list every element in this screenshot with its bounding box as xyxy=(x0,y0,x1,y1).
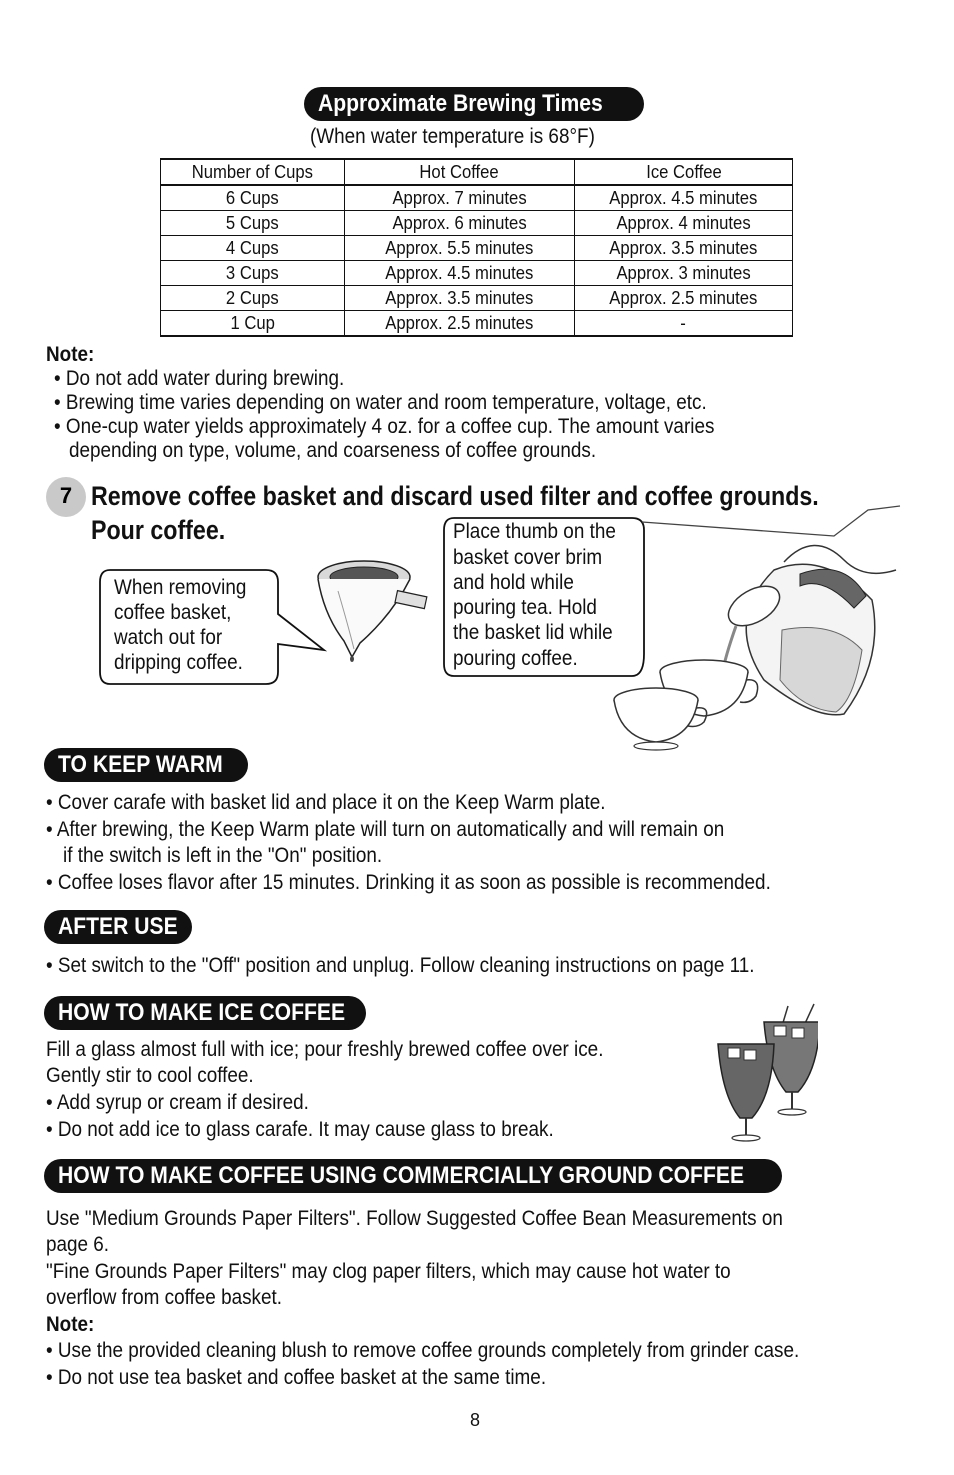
ice-coffee-heading xyxy=(44,996,366,1030)
commercial-line: Use "Medium Grounds Paper Filters". Follow Suggested Coffee Bean Measurements on xyxy=(46,1207,783,1230)
callout-left-line: dripping coffee. xyxy=(114,651,243,674)
table-header-row xyxy=(161,159,793,185)
brewing-times-table xyxy=(160,158,793,337)
brewing-times-title xyxy=(304,87,644,121)
commercial-line: overflow from coffee basket. xyxy=(46,1286,283,1309)
cell-cups: 3 Cups xyxy=(226,262,279,283)
ice-coffee-line: Gently stir to cool coffee. xyxy=(46,1064,254,1087)
note-item: • Brewing time varies depending on water and room temperature, voltage, etc. xyxy=(54,391,707,414)
note-item: depending on type, volume, and coarseness of coffee grounds. xyxy=(69,439,597,462)
keep-warm-line: if the switch is left in the "On" position. xyxy=(63,844,383,867)
callout-left-line: watch out for xyxy=(114,626,223,649)
after-use-line: • Set switch to the "Off" position and unplug. Follow cleaning instructions on page 11. xyxy=(46,954,755,977)
commercial-line: page 6. xyxy=(46,1233,110,1256)
after-use-heading xyxy=(44,910,192,944)
keep-warm-line: • After brewing, the Keep Warm plate will turn on automatically and will remain on xyxy=(46,818,725,841)
cell-hot: Approx. 4.5 minutes xyxy=(385,262,534,283)
table-row xyxy=(161,185,793,211)
callout-right-line: the basket lid while xyxy=(453,621,613,644)
table-row xyxy=(161,261,793,286)
ice-coffee-line: Fill a glass almost full with ice; pour freshly brewed coffee over ice. xyxy=(46,1038,604,1061)
cell-hot: Approx. 3.5 minutes xyxy=(385,287,534,308)
cell-ice: Approx. 3.5 minutes xyxy=(609,237,758,258)
cell-cups: 5 Cups xyxy=(226,212,279,233)
iced-coffee-glasses-illustration xyxy=(714,1000,818,1144)
note-item: • Do not add water during brewing. xyxy=(54,367,345,390)
table-row xyxy=(161,311,793,337)
pouring-carafe-illustration xyxy=(604,500,904,752)
step7-heading-line1: Remove coffee basket and discard used filter and coffee grounds. xyxy=(91,481,819,511)
brewing-title-text: Approximate Brewing Times xyxy=(318,90,603,117)
cell-hot: Approx. 7 minutes xyxy=(392,187,527,208)
callout-right-line: Place thumb on the xyxy=(453,520,616,543)
note-label: Note: xyxy=(46,343,95,366)
callout-right-line: pouring tea. Hold xyxy=(453,596,597,619)
callout-left-line: coffee basket, xyxy=(114,601,232,624)
ice-coffee-line: • Add syrup or cream if desired. xyxy=(46,1091,309,1114)
commercial-note: • Use the provided cleaning blush to remove coffee grounds completely from grinder case. xyxy=(46,1339,800,1362)
note-item: • One-cup water yields approximately 4 oz. for a coffee cup. The amount varies xyxy=(54,415,715,438)
commercial-coffee-heading xyxy=(44,1159,782,1193)
commercial-note-label: Note: xyxy=(46,1313,95,1336)
callout-right-line: pouring coffee. xyxy=(453,647,578,670)
cell-cups: 2 Cups xyxy=(226,287,279,308)
header-ice: Ice Coffee xyxy=(645,161,722,182)
ice-coffee-line: • Do not add ice to glass carafe. It may cause glass to break. xyxy=(46,1118,554,1141)
table-row xyxy=(161,236,793,261)
table-row xyxy=(161,286,793,311)
keep-warm-heading xyxy=(44,748,248,782)
cell-hot: Approx. 6 minutes xyxy=(392,212,527,233)
cell-ice: Approx. 4 minutes xyxy=(616,212,751,233)
cell-hot: Approx. 2.5 minutes xyxy=(385,312,534,333)
cell-cups: 4 Cups xyxy=(226,237,279,258)
cell-hot: Approx. 5.5 minutes xyxy=(385,237,534,258)
after-use-title-text: AFTER USE xyxy=(58,913,178,940)
keep-warm-title-text: TO KEEP WARM xyxy=(58,751,223,778)
header-cups: Number of Cups xyxy=(191,161,314,182)
commercial-title-text: HOW TO MAKE COFFEE USING COMMERCIALLY GROUND COFFEE xyxy=(58,1162,745,1189)
ice-coffee-title-text: HOW TO MAKE ICE COFFEE xyxy=(58,999,346,1026)
callout-right-line: basket cover brim xyxy=(453,546,603,569)
page-number: 8 xyxy=(470,1410,481,1430)
cell-ice: - xyxy=(680,312,687,333)
coffee-basket-illustration xyxy=(308,545,434,665)
table-row xyxy=(161,211,793,236)
cell-ice: Approx. 4.5 minutes xyxy=(609,187,758,208)
callout-right-line: and hold while xyxy=(453,571,574,594)
cell-cups: 6 Cups xyxy=(226,187,279,208)
callout-left-line: When removing xyxy=(114,576,247,599)
step-number-badge: 7 xyxy=(46,477,86,517)
step7-heading-line2: Pour coffee. xyxy=(91,515,226,545)
cell-ice: Approx. 2.5 minutes xyxy=(609,287,758,308)
commercial-line: "Fine Grounds Paper Filters" may clog paper filters, which may cause hot water to xyxy=(46,1260,731,1283)
header-hot: Hot Coffee xyxy=(419,161,500,182)
brewing-subtitle: (When water temperature is 68°F) xyxy=(310,125,595,148)
cell-cups: 1 Cup xyxy=(230,312,275,333)
commercial-note: • Do not use tea basket and coffee basket at the same time. xyxy=(46,1366,547,1389)
keep-warm-line: • Coffee loses flavor after 15 minutes. Drinking it as soon as possible is recommended. xyxy=(46,871,771,894)
cell-ice: Approx. 3 minutes xyxy=(616,262,751,283)
keep-warm-line: • Cover carafe with basket lid and place it on the Keep Warm plate. xyxy=(46,791,606,814)
